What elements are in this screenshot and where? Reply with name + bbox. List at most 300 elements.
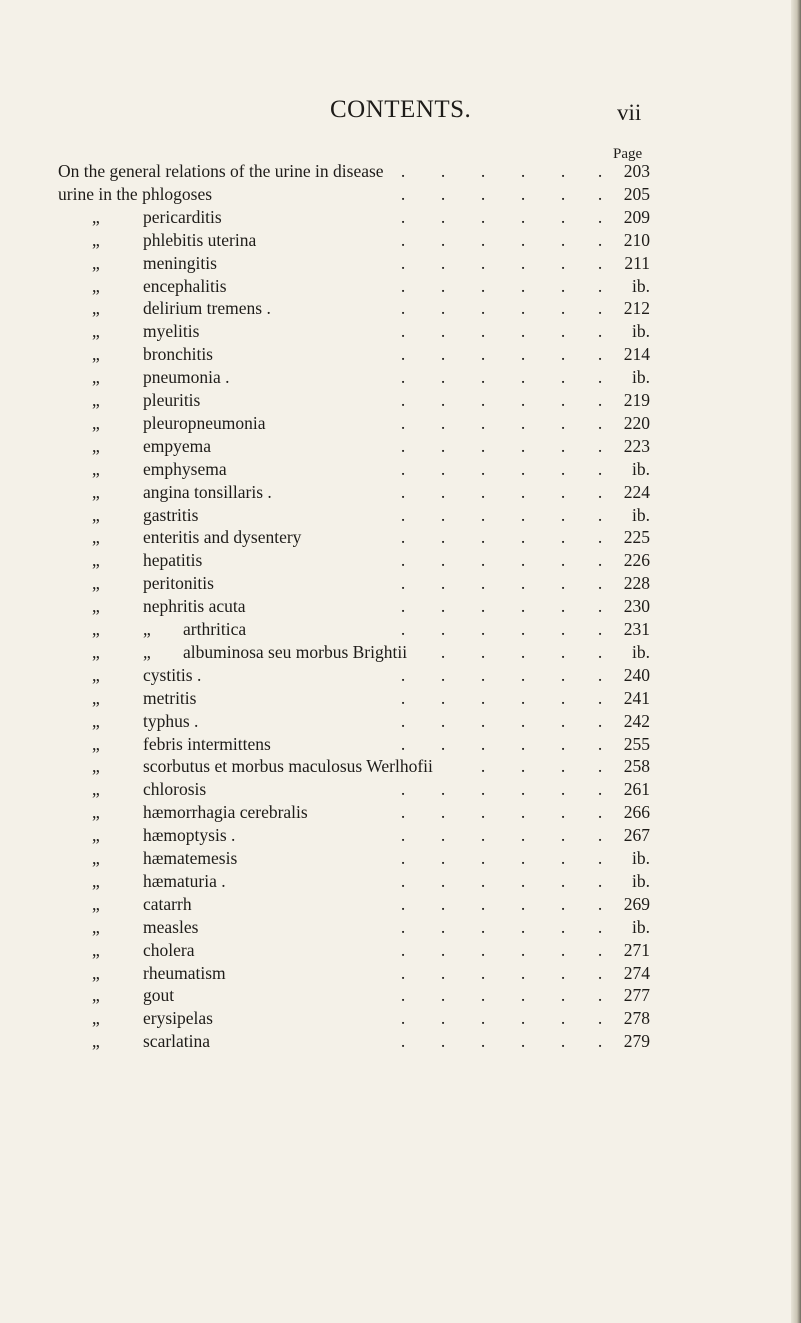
leader-dot: .: [480, 481, 486, 502]
leader-dot: .: [597, 870, 603, 891]
page-number: vii: [617, 100, 642, 125]
leader-dot: .: [597, 1008, 603, 1029]
leader-dot: .: [400, 161, 406, 181]
leader-dot: .: [520, 619, 526, 639]
leader-dot: .: [400, 962, 406, 983]
leader-dot: .: [597, 344, 603, 365]
leader-dot: .: [440, 527, 446, 548]
leader-dot: .: [597, 848, 603, 868]
leader-dot: .: [440, 870, 446, 891]
leader-dot: .: [400, 573, 406, 594]
entry-page-number: 277: [623, 985, 650, 1006]
leader-dot: .: [597, 962, 603, 983]
entry-term: albuminosa seu morbus Brightii: [183, 641, 408, 662]
leader-dot: .: [480, 573, 486, 594]
entry-page-number: 226: [623, 550, 650, 571]
entry-page-number: 231: [623, 619, 650, 639]
ditto-mark: „: [92, 756, 100, 777]
leader-dot: .: [400, 848, 406, 868]
leader-dot: .: [400, 183, 406, 204]
leader-dot: .: [480, 435, 486, 456]
leader-dot: .: [400, 390, 406, 410]
leader-dot: .: [560, 939, 566, 960]
ditto-mark: „: [92, 344, 100, 365]
leader-dot: .: [597, 435, 603, 456]
ditto-mark: „: [92, 779, 100, 800]
leader-dot: .: [400, 252, 406, 273]
leader-dot: .: [560, 641, 566, 662]
leader-dot: .: [400, 985, 406, 1006]
leader-dot: .: [560, 664, 566, 685]
entry-term: hæmaturia .: [143, 870, 226, 891]
entry-page-number: 209: [623, 206, 650, 227]
leader-dot: .: [440, 390, 446, 410]
entry-term: angina tonsillaris .: [143, 481, 272, 502]
leader-dot: .: [440, 206, 446, 227]
entry-page-number: 225: [623, 527, 650, 548]
leader-dot: .: [597, 939, 603, 960]
leader-dot: .: [480, 527, 486, 548]
leader-dot: .: [520, 458, 526, 479]
leader-dot: .: [440, 802, 446, 823]
ditto-mark: „: [92, 619, 100, 639]
entry-term: delirium tremens .: [143, 298, 271, 319]
leader-dot: .: [597, 161, 603, 181]
entry-page-number: 278: [623, 1008, 650, 1029]
toc-entry: [0, 893, 801, 916]
toc-entry: [0, 801, 801, 824]
leader-dot: .: [400, 527, 406, 548]
entry-term: enteritis and dysentery: [143, 527, 302, 548]
toc-entry: [0, 870, 801, 893]
leader-dot: .: [480, 893, 486, 914]
leader-dot: .: [400, 481, 406, 502]
leader-dot: .: [480, 161, 486, 181]
leader-dot: .: [597, 710, 603, 731]
ditto-mark: „: [92, 916, 100, 937]
ditto-mark: „: [92, 550, 100, 571]
leader-dot: .: [400, 435, 406, 456]
leader-dot: .: [560, 687, 566, 708]
entry-page-number: ib.: [632, 916, 650, 937]
entry-page-number: ib.: [632, 848, 650, 868]
leader-dot: .: [597, 573, 603, 594]
leader-dot: .: [440, 916, 446, 937]
entry-term: phlebitis uterina: [143, 229, 257, 250]
ditto-mark: „: [92, 275, 100, 296]
leader-dot: .: [597, 985, 603, 1006]
entry-term: cystitis .: [143, 664, 202, 685]
ditto-mark: „: [92, 962, 100, 983]
toc-entry: [0, 733, 801, 756]
leader-dot: .: [520, 641, 526, 662]
toc-entry: [0, 664, 801, 687]
leader-dot: .: [480, 367, 486, 388]
toc-entry: [0, 526, 801, 549]
leader-dot: .: [597, 733, 603, 754]
leader-dot: .: [560, 962, 566, 983]
entry-page-number: 211: [624, 252, 650, 273]
leader-dot: .: [597, 664, 603, 685]
leader-dot: .: [440, 573, 446, 594]
leader-dot: .: [597, 206, 603, 227]
leader-dot: .: [597, 779, 603, 800]
leader-dot: .: [440, 458, 446, 479]
leader-dot: .: [440, 1031, 446, 1052]
entry-page-number: 224: [623, 481, 650, 502]
leader-dot: .: [480, 939, 486, 960]
toc-entry: [0, 389, 801, 412]
leader-dot: .: [440, 710, 446, 731]
ditto-mark: „: [92, 573, 100, 594]
leader-dot: .: [520, 321, 526, 342]
toc-entry: [0, 916, 801, 939]
leader-dot: .: [440, 229, 446, 250]
leader-dot: .: [480, 458, 486, 479]
leader-dot: .: [560, 183, 566, 204]
leader-dot: .: [480, 390, 486, 410]
toc-entry: [0, 939, 801, 962]
leader-dot: .: [440, 275, 446, 296]
leader-dot: .: [560, 252, 566, 273]
entry-page-number: 279: [623, 1031, 650, 1052]
leader-dot: .: [480, 596, 486, 617]
ditto-mark: „: [92, 458, 100, 479]
toc-entry: [0, 1007, 801, 1030]
leader-dot: .: [560, 550, 566, 571]
leader-dot: .: [400, 550, 406, 571]
toc-entry: [0, 504, 801, 527]
leader-dot: .: [440, 412, 446, 433]
leader-dot: .: [560, 298, 566, 319]
leader-dot: .: [560, 848, 566, 868]
leader-dot: .: [480, 504, 486, 525]
entry-page-number: 274: [623, 962, 650, 983]
toc-entry: [0, 1030, 801, 1053]
ditto-mark: „: [92, 893, 100, 914]
toc-entry: [0, 412, 801, 435]
leader-dot: .: [560, 504, 566, 525]
entry-term: emphysema: [143, 458, 227, 479]
leader-dot: .: [520, 390, 526, 410]
leader-dot: .: [480, 1008, 486, 1029]
leader-dot: .: [400, 229, 406, 250]
page-column-label: Page: [613, 146, 643, 162]
toc-entry: [0, 962, 801, 985]
leader-dot: .: [440, 664, 446, 685]
toc-entry: [0, 687, 801, 710]
toc-entry: [0, 183, 801, 206]
leader-dot: .: [400, 825, 406, 846]
entry-page-number: 271: [623, 939, 650, 960]
ditto-mark: „: [92, 870, 100, 891]
leader-dot: .: [480, 733, 486, 754]
entry-term: gastritis: [143, 504, 199, 525]
entry-term: bronchitis: [143, 344, 213, 365]
entry-term: myelitis: [143, 321, 200, 342]
leader-dot: .: [400, 504, 406, 525]
leader-dot: .: [520, 161, 526, 181]
entry-page-number: ib.: [632, 367, 650, 388]
leader-dot: .: [440, 298, 446, 319]
leader-dot: .: [597, 893, 603, 914]
leader-dot: .: [520, 962, 526, 983]
leader-dot: .: [520, 252, 526, 273]
leader-dot: .: [597, 527, 603, 548]
leader-dot: .: [480, 641, 486, 662]
leader-dot: .: [400, 733, 406, 754]
leader-dot: .: [597, 619, 603, 639]
entry-page-number: 266: [623, 802, 650, 823]
leader-dot: .: [440, 161, 446, 181]
leader-dot: .: [520, 710, 526, 731]
leader-dot: .: [520, 779, 526, 800]
ditto-mark: „: [92, 527, 100, 548]
leader-dot: .: [440, 1008, 446, 1029]
leader-dot: .: [400, 779, 406, 800]
leader-dot: .: [597, 641, 603, 662]
leader-dot: .: [520, 733, 526, 754]
ditto-mark: „: [92, 825, 100, 846]
leader-dot: .: [400, 710, 406, 731]
leader-dot: .: [560, 344, 566, 365]
leader-dot: .: [560, 527, 566, 548]
ditto-mark: „: [92, 504, 100, 525]
leader-dot: .: [480, 664, 486, 685]
leader-dot: .: [480, 825, 486, 846]
entry-term: cholera: [143, 939, 195, 960]
leader-dot: .: [400, 344, 406, 365]
ditto-mark: „: [92, 367, 100, 388]
leader-dot: .: [480, 870, 486, 891]
entry-term: scorbutus et morbus maculosus Werlhofii: [143, 756, 433, 777]
entry-term: hæmorrhagia cerebralis: [143, 802, 308, 823]
entry-page-number: 240: [623, 664, 650, 685]
leader-dot: .: [440, 321, 446, 342]
leader-dot: .: [440, 733, 446, 754]
ditto-mark: „: [92, 733, 100, 754]
entry-page-number: 267: [623, 825, 650, 846]
leader-dot: .: [520, 802, 526, 823]
entry-term: pleuritis: [143, 390, 201, 410]
leader-dot: .: [480, 756, 486, 777]
leader-dot: .: [480, 1031, 486, 1052]
leader-dot: .: [520, 367, 526, 388]
leader-dot: .: [400, 206, 406, 227]
leader-dot: .: [560, 161, 566, 181]
leader-dot: .: [520, 183, 526, 204]
leader-dot: .: [560, 596, 566, 617]
leader-dot: .: [560, 802, 566, 823]
entry-term: typhus .: [143, 710, 199, 731]
leader-dot: .: [560, 275, 566, 296]
ditto-mark: „: [92, 802, 100, 823]
entry-term: On the general relations of the urine in disease: [58, 161, 384, 181]
entry-page-number: 255: [623, 733, 650, 754]
toc-entry: [0, 229, 801, 252]
toc-entry: [0, 549, 801, 572]
toc-entry: [0, 847, 801, 870]
ditto-mark: „: [92, 1031, 100, 1052]
leader-dot: .: [400, 870, 406, 891]
toc-entry: [0, 343, 801, 366]
leader-dot: .: [520, 664, 526, 685]
leader-dot: .: [560, 779, 566, 800]
leader-dot: .: [520, 756, 526, 777]
leader-dot: .: [520, 229, 526, 250]
leader-dot: .: [597, 183, 603, 204]
leader-dot: .: [597, 298, 603, 319]
leader-dot: .: [400, 412, 406, 433]
leader-dot: .: [480, 344, 486, 365]
leader-dot: .: [560, 412, 566, 433]
ditto-mark-secondary: „: [143, 641, 151, 662]
leader-dot: .: [440, 893, 446, 914]
ditto-mark: „: [92, 481, 100, 502]
toc-entry: [0, 595, 801, 618]
toc-entry: [0, 320, 801, 343]
ditto-mark: „: [92, 939, 100, 960]
entry-page-number: 220: [623, 412, 650, 433]
leader-dot: .: [480, 802, 486, 823]
entry-page-number: ib.: [632, 321, 650, 342]
toc-entry: [0, 435, 801, 458]
leader-dot: .: [520, 848, 526, 868]
leader-dot: .: [597, 825, 603, 846]
leader-dot: .: [480, 412, 486, 433]
leader-dot: .: [440, 641, 446, 662]
leader-dot: .: [440, 825, 446, 846]
leader-dot: .: [480, 687, 486, 708]
ditto-mark: „: [92, 596, 100, 617]
entry-term: metritis: [143, 687, 197, 708]
leader-dot: .: [440, 252, 446, 273]
toc-entry: [0, 984, 801, 1007]
entry-term: hæmoptysis .: [143, 825, 236, 846]
entry-term: nephritis acuta: [143, 596, 246, 617]
entry-term: peritonitis: [143, 573, 214, 594]
leader-dot: .: [400, 939, 406, 960]
leader-dot: .: [520, 687, 526, 708]
leader-dot: .: [520, 870, 526, 891]
leader-dot: .: [480, 229, 486, 250]
entry-term: gout: [143, 985, 175, 1006]
leader-dot: .: [440, 550, 446, 571]
leader-dot: .: [560, 756, 566, 777]
leader-dot: .: [480, 619, 486, 639]
leader-dot: .: [400, 687, 406, 708]
toc-entry: [0, 160, 801, 183]
entry-page-number: 269: [623, 893, 650, 914]
leader-dot: .: [520, 1008, 526, 1029]
entry-page-number: ib.: [632, 458, 650, 479]
toc-entry: [0, 824, 801, 847]
leader-dot: .: [480, 985, 486, 1006]
leader-dot: .: [597, 481, 603, 502]
leader-dot: .: [560, 1008, 566, 1029]
leader-dot: .: [440, 596, 446, 617]
leader-dot: .: [597, 252, 603, 273]
leader-dot: .: [440, 985, 446, 1006]
leader-dot: .: [480, 550, 486, 571]
leader-dot: .: [440, 344, 446, 365]
entry-term: hepatitis: [143, 550, 203, 571]
ditto-mark: „: [92, 848, 100, 868]
leader-dot: .: [520, 916, 526, 937]
entry-page-number: ib.: [632, 275, 650, 296]
ditto-mark: „: [92, 641, 100, 662]
leader-dot: .: [560, 893, 566, 914]
leader-dot: .: [520, 527, 526, 548]
entry-page-number: 212: [623, 298, 650, 319]
leader-dot: .: [400, 916, 406, 937]
leader-dot: .: [400, 321, 406, 342]
entry-term: pleuropneumonia: [143, 412, 266, 433]
entry-page-number: ib.: [632, 641, 650, 662]
leader-dot: .: [480, 275, 486, 296]
leader-dot: .: [597, 596, 603, 617]
leader-dot: .: [520, 206, 526, 227]
leader-dot: .: [400, 893, 406, 914]
leader-dot: .: [520, 550, 526, 571]
leader-dot: .: [520, 1031, 526, 1052]
ditto-mark: „: [92, 435, 100, 456]
leader-dot: .: [520, 481, 526, 502]
leader-dot: .: [560, 481, 566, 502]
entry-page-number: 230: [623, 596, 650, 617]
entry-page-number: 258: [623, 756, 650, 777]
entry-term: pneumonia .: [143, 367, 230, 388]
leader-dot: .: [520, 985, 526, 1006]
leader-dot: .: [480, 183, 486, 204]
leader-dot: .: [560, 435, 566, 456]
leader-dot: .: [520, 275, 526, 296]
entry-page-number: 210: [623, 229, 650, 250]
toc-entry: [0, 366, 801, 389]
ditto-mark: „: [92, 710, 100, 731]
leader-dot: .: [400, 619, 406, 639]
entry-page-number: ib.: [632, 870, 650, 891]
leader-dot: .: [400, 275, 406, 296]
leader-dot: .: [440, 481, 446, 502]
entry-term: urine in the phlogoses: [58, 183, 213, 204]
entry-term: hæmatemesis: [143, 848, 238, 868]
leader-dot: .: [597, 367, 603, 388]
leader-dot: .: [560, 733, 566, 754]
leader-dot: .: [597, 504, 603, 525]
leader-dot: .: [597, 458, 603, 479]
leader-dot: .: [440, 183, 446, 204]
leader-dot: .: [400, 458, 406, 479]
entry-page-number: 261: [623, 779, 650, 800]
toc-entry: [0, 275, 801, 298]
leader-dot: .: [440, 962, 446, 983]
ditto-mark: „: [92, 687, 100, 708]
leader-dot: .: [480, 298, 486, 319]
leader-dot: .: [400, 1008, 406, 1029]
toc-entry: [0, 458, 801, 481]
leader-dot: .: [520, 893, 526, 914]
toc-entry: [0, 297, 801, 320]
ditto-mark-secondary: „: [143, 619, 151, 639]
leader-dot: .: [597, 229, 603, 250]
leader-dot: .: [520, 298, 526, 319]
entry-page-number: 214: [623, 344, 650, 365]
entry-term: scarlatina: [143, 1031, 211, 1052]
ditto-mark: „: [92, 1008, 100, 1029]
leader-dot: .: [597, 550, 603, 571]
leader-dot: .: [440, 435, 446, 456]
